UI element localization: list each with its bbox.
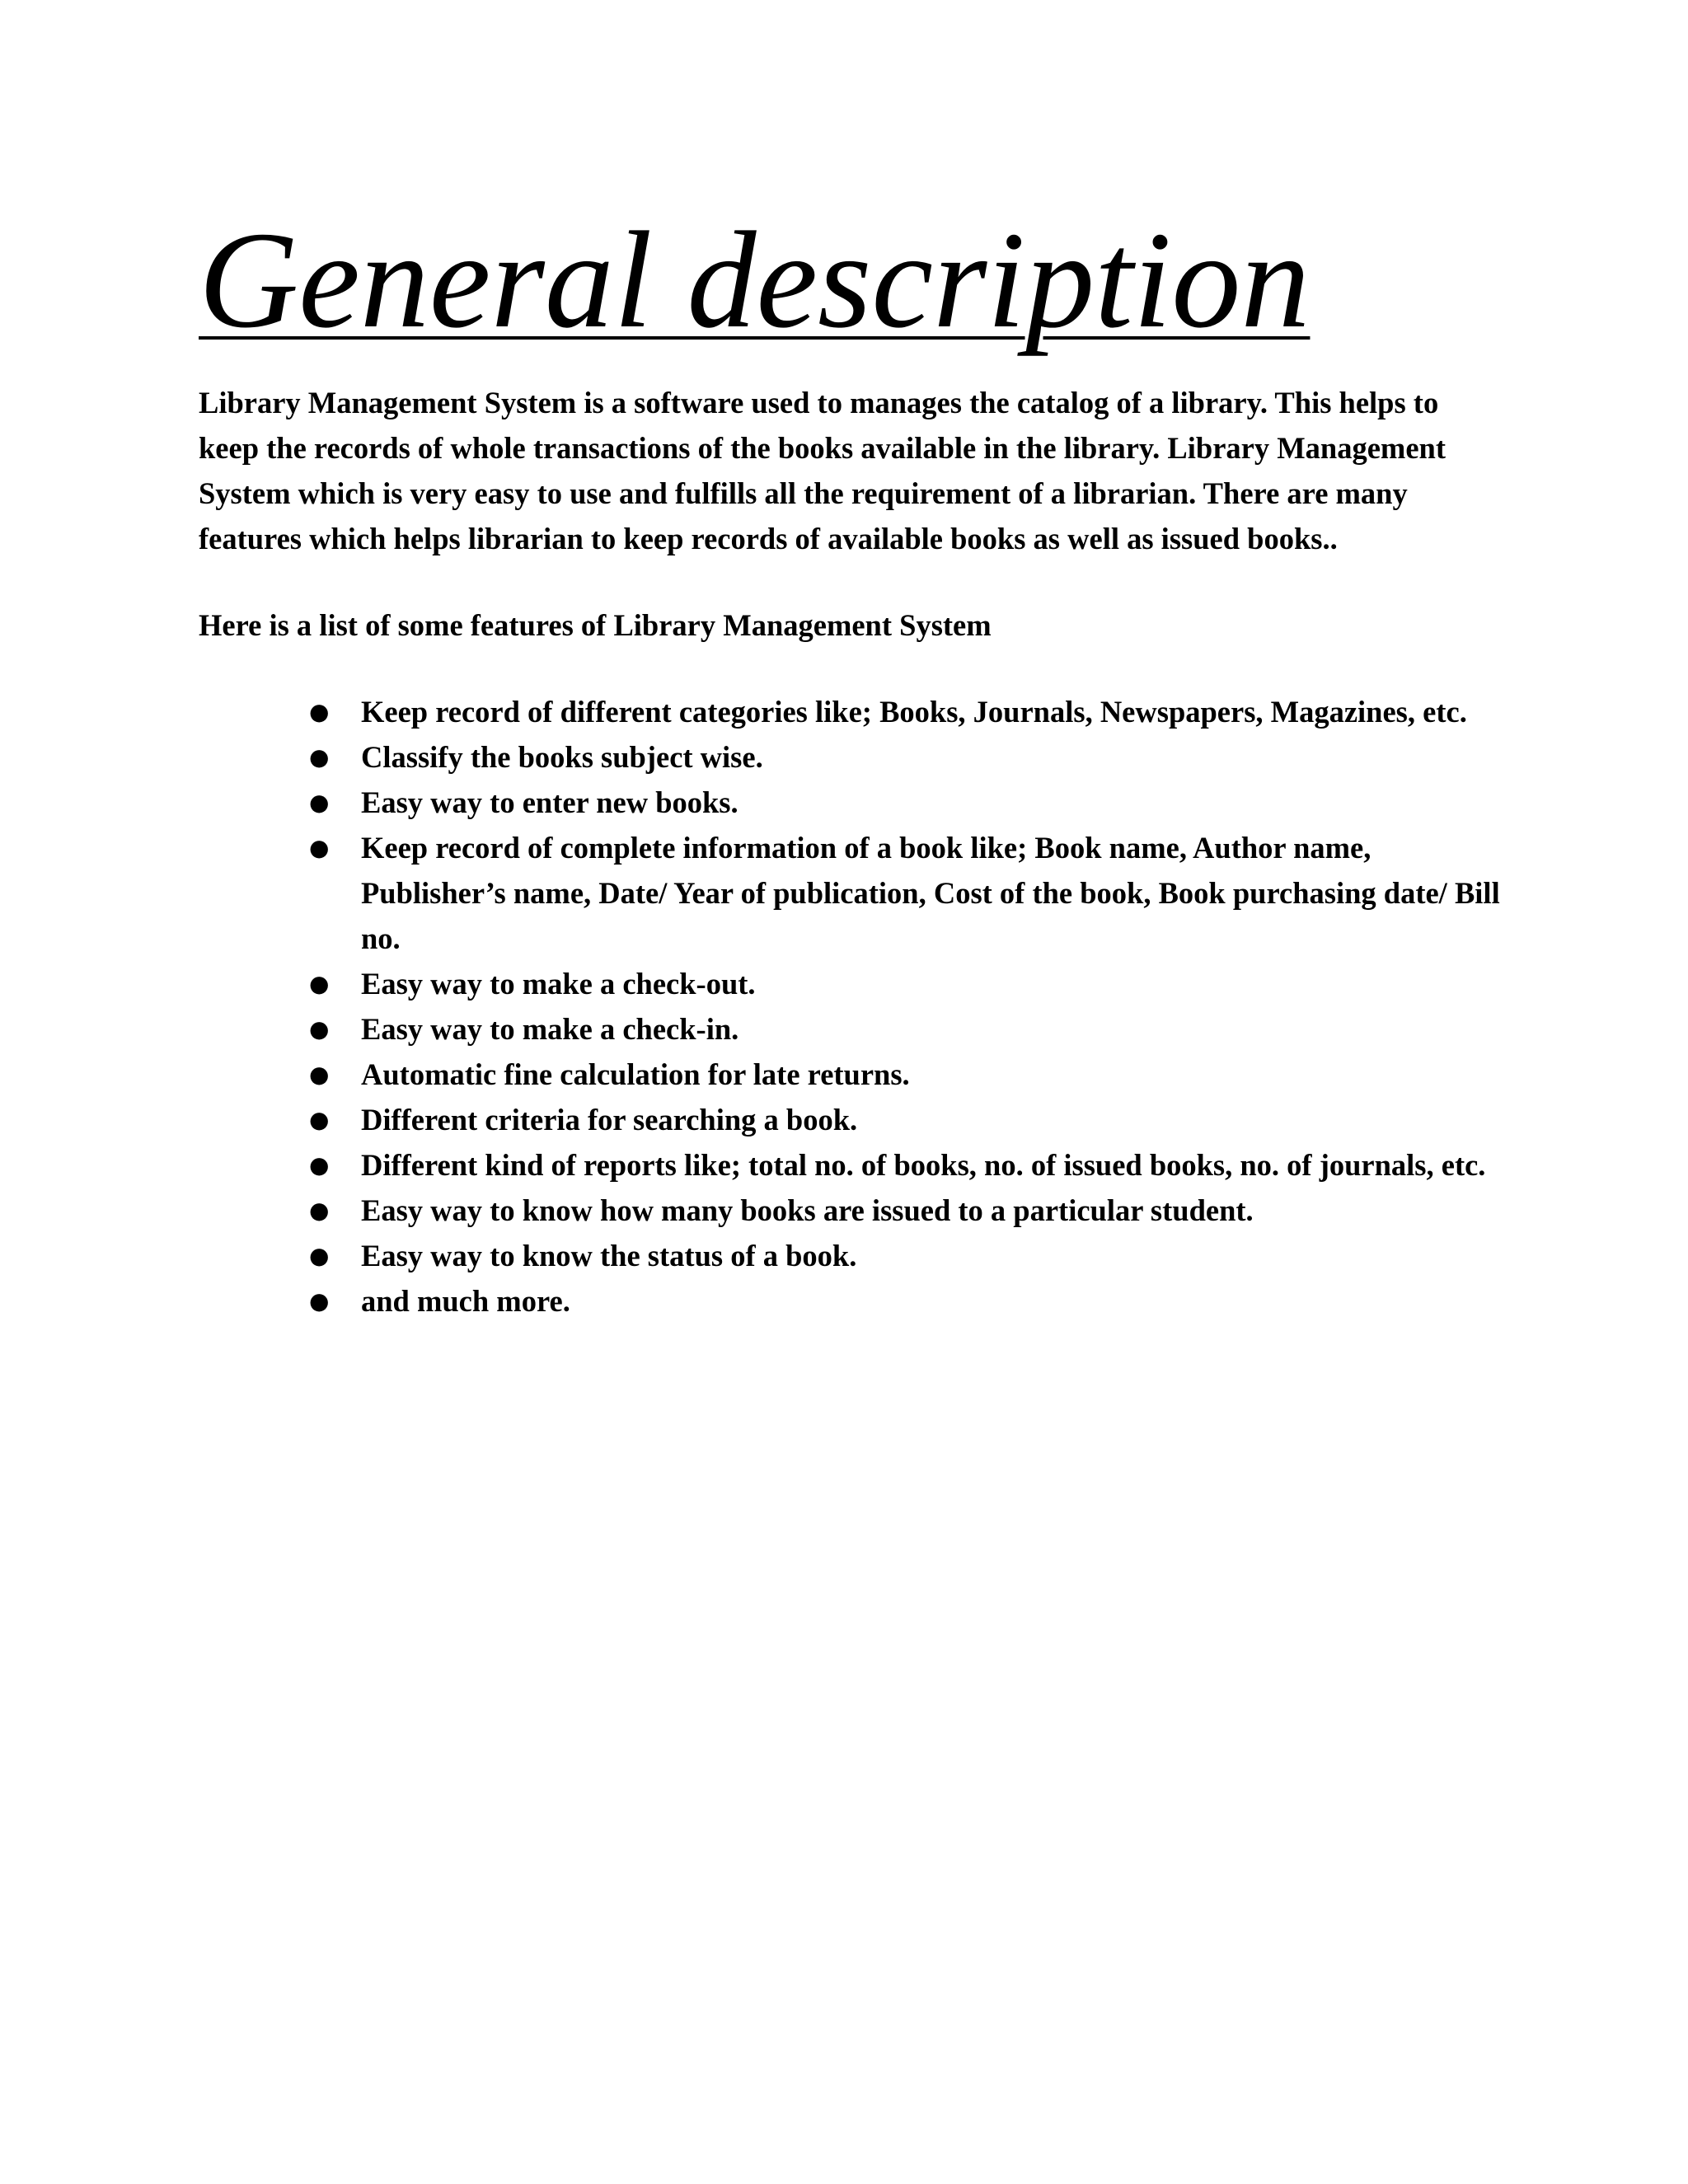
list-item <box>309 734 1501 780</box>
features-intro: Here is a list of some features of Library Management System <box>199 608 992 642</box>
list-item <box>309 780 1501 825</box>
bullet-icon: ● <box>309 970 330 997</box>
list-item-text: Classify the books subject wise. <box>361 740 763 774</box>
bullet-icon: ● <box>309 1106 330 1133</box>
features-list <box>199 689 1501 1324</box>
bullet-icon: ● <box>309 1197 330 1224</box>
bullet-icon: ● <box>309 834 330 861</box>
list-item-text: Different criteria for searching a book. <box>361 1103 858 1137</box>
list-item <box>309 689 1501 734</box>
list-item-text: Easy way to make a check-in. <box>361 1012 739 1046</box>
page-title: General description <box>199 204 1311 357</box>
list-item-text: Keep record of different categories like; Books, Journals, Newspapers, Magazines, etc. <box>361 695 1467 729</box>
bullet-icon: ● <box>309 1287 330 1315</box>
list-item-text: Easy way to enter new books. <box>361 785 738 819</box>
list-item-text: Keep record of complete information of a book like; Book name, Author name, Publisher’s name, Date/ Year of publication, Cost of the book, Book purchasing date/ Bill no. <box>361 831 1500 955</box>
list-item <box>309 1278 1501 1324</box>
list-item <box>309 1006 1501 1052</box>
list-item <box>309 1188 1501 1233</box>
list-item-text: and much more. <box>361 1284 570 1318</box>
list-item <box>309 1142 1501 1188</box>
list-item <box>309 1097 1501 1142</box>
list-item <box>309 1233 1501 1278</box>
bullet-icon: ● <box>309 1015 330 1043</box>
description-paragraph: Library Management System is a software used to manages the catalog of a library. This helps to keep the records of whole transactions of the books available in the library. Library Management System which is very easy to use and fulfills all the requirement of a librarian. There are many features which helps librarian to keep records of available books as well as issued books.. <box>199 386 1446 555</box>
list-item <box>309 961 1501 1006</box>
bullet-icon: ● <box>309 698 330 725</box>
list-item-text: Different kind of reports like; total no. of books, no. of issued books, no. of journals, etc. <box>361 1148 1486 1182</box>
list-item <box>309 1052 1501 1097</box>
list-item-text: Easy way to know the status of a book. <box>361 1239 857 1272</box>
bullet-icon: ● <box>309 743 330 771</box>
document-content <box>199 202 1501 1324</box>
list-item <box>309 825 1501 961</box>
list-item-text: Easy way to make a check-out. <box>361 967 756 1001</box>
bullet-icon: ● <box>309 789 330 816</box>
bullet-icon: ● <box>309 1061 330 1088</box>
bullet-icon: ● <box>309 1242 330 1269</box>
list-item-text: Easy way to know how many books are issued to a particular student. <box>361 1193 1254 1227</box>
bullet-icon: ● <box>309 1151 330 1179</box>
list-item-text: Automatic fine calculation for late returns. <box>361 1057 910 1091</box>
